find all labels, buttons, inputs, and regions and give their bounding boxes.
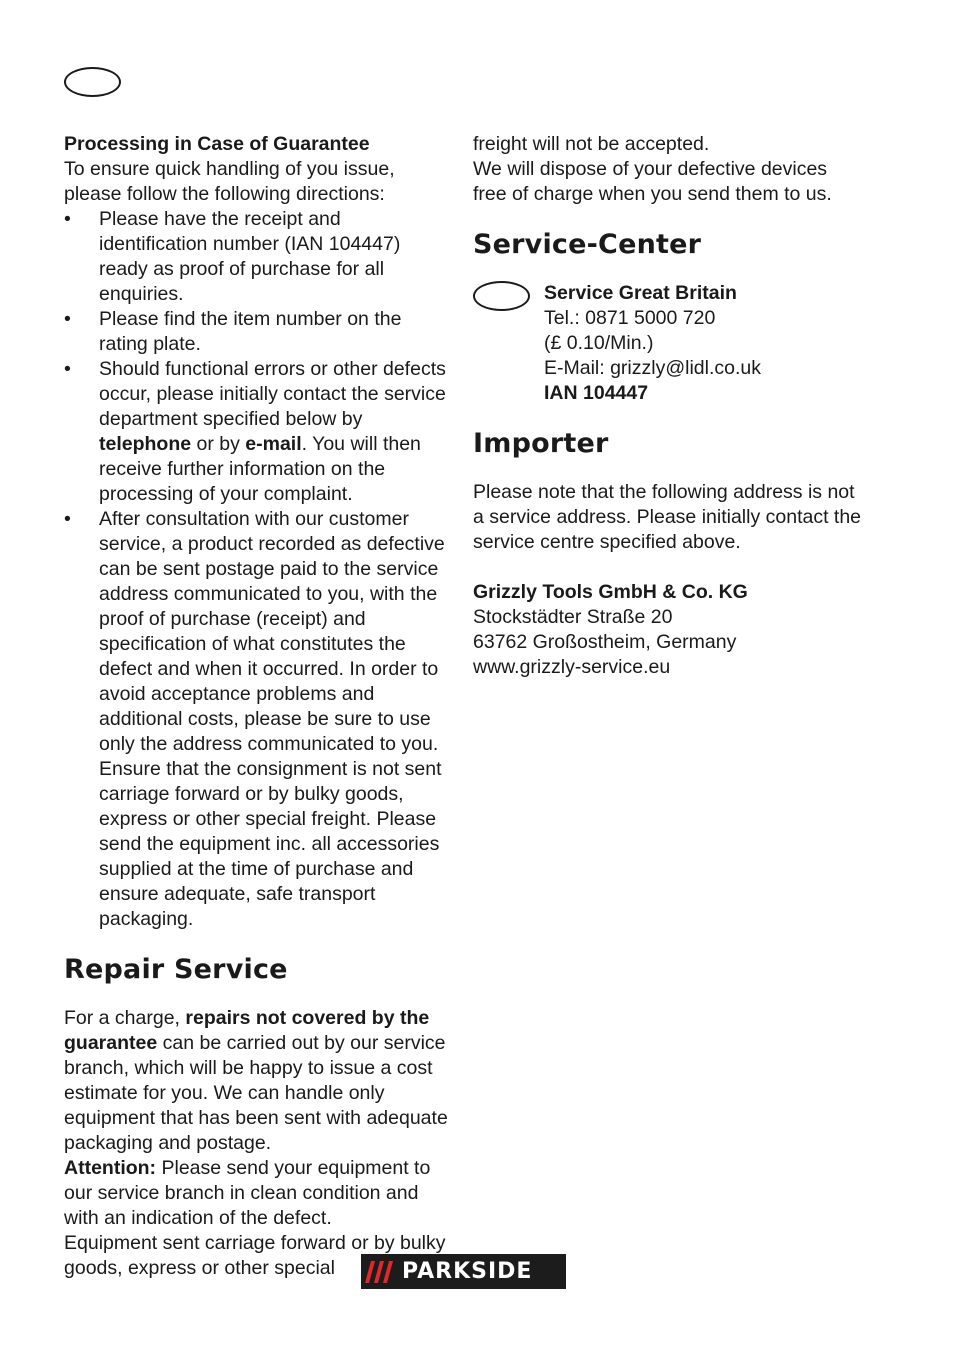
service-center-heading: Service-Center — [473, 229, 702, 260]
importer-note: Please note that the following address is not a service address. Please initially contact the service centre specified above. — [473, 481, 862, 553]
list-item — [64, 307, 454, 357]
bullet-text: or by — [191, 433, 246, 455]
left-column — [64, 132, 454, 1281]
company-website: www.grizzly-service.eu — [473, 656, 671, 678]
repair-text: can be carried out by our service branch, which will be happy to issue a cost estimate for you. We can handle only equipment that has been sent with adequate packaging and postage. — [64, 1032, 448, 1154]
guarantee-heading: Processing in Case of Guarantee — [64, 133, 370, 155]
service-contact-block — [473, 281, 863, 406]
carriage-paragraph: Equipment sent carriage forward or by bulky goods, express or other special — [64, 1232, 446, 1279]
logo-wordmark: PARKSIDE — [402, 1259, 533, 1284]
list-item — [64, 507, 454, 932]
guarantee-steps-list — [64, 207, 454, 932]
service-phone: Tel.: 0871 5000 720 — [544, 307, 716, 329]
telephone-emphasis: telephone — [99, 433, 192, 455]
importer-heading: Importer — [473, 428, 609, 459]
repair-emphasis: repairs not covered by the guarantee — [64, 1007, 430, 1054]
right-column — [473, 132, 863, 680]
bullet-text: . You will then receive further information on the processing of your complaint. — [99, 433, 421, 505]
list-item — [64, 357, 454, 507]
parkside-logo — [361, 1254, 566, 1289]
carriage-continuation: freight will not be accepted. — [473, 133, 710, 155]
bullet-text: Please have the receipt and identification number (IAN 104447) ready as proof of purchase for all enquiries. — [99, 208, 401, 305]
parkside-stripes-icon — [362, 1255, 398, 1288]
service-ian: IAN 104447 — [544, 382, 649, 404]
attention-text: Please send your equipment to our service branch in clean condition and with an indication of the defect. — [64, 1157, 431, 1229]
company-street: Stockstädter Straße 20 — [473, 606, 673, 628]
bullet-text: Please find the item number on the rating plate. — [99, 308, 402, 355]
service-name: Service Great Britain — [544, 282, 737, 304]
service-email: E-Mail: grizzly@lidl.co.uk — [544, 357, 762, 379]
dispose-paragraph: We will dispose of your defective devices free of charge when you send them to us. — [473, 158, 832, 205]
list-item — [64, 207, 454, 307]
country-badge-oval — [473, 281, 530, 311]
guarantee-intro: To ensure quick handling of you issue, please follow the following directions: — [64, 158, 395, 205]
repair-paragraph — [64, 1006, 454, 1156]
repair-text: For a charge, — [64, 1007, 186, 1029]
language-badge-oval — [64, 67, 121, 97]
bullet-text: After consultation with our customer service, a product recorded as defective can be sent postage paid to the service address communicated to you, with the proof of purchase (receipt) and specification of what constitutes the defect and when it occurred. In order to avoid acceptance problems and additional costs, please be sure to use only the address communicated to you. Ensure that the consignment is not sent carriage forward or by bulky goods, express or other special freight. Please send the equipment inc. all accessories supplied at the time of purchase and ensure adequate, safe transport packaging. — [99, 508, 445, 930]
attention-label: Attention: — [64, 1157, 157, 1179]
company-name: Grizzly Tools GmbH & Co. KG — [473, 581, 748, 603]
email-emphasis: e-mail — [245, 433, 302, 455]
company-city: 63762 Großostheim, Germany — [473, 631, 737, 653]
attention-paragraph — [64, 1156, 454, 1231]
service-rate: (£ 0.10/Min.) — [544, 332, 654, 354]
repair-service-heading: Repair Service — [64, 954, 288, 985]
bullet-text: Should functional errors or other defects occur, please initially contact the service department specified below by — [99, 358, 446, 430]
